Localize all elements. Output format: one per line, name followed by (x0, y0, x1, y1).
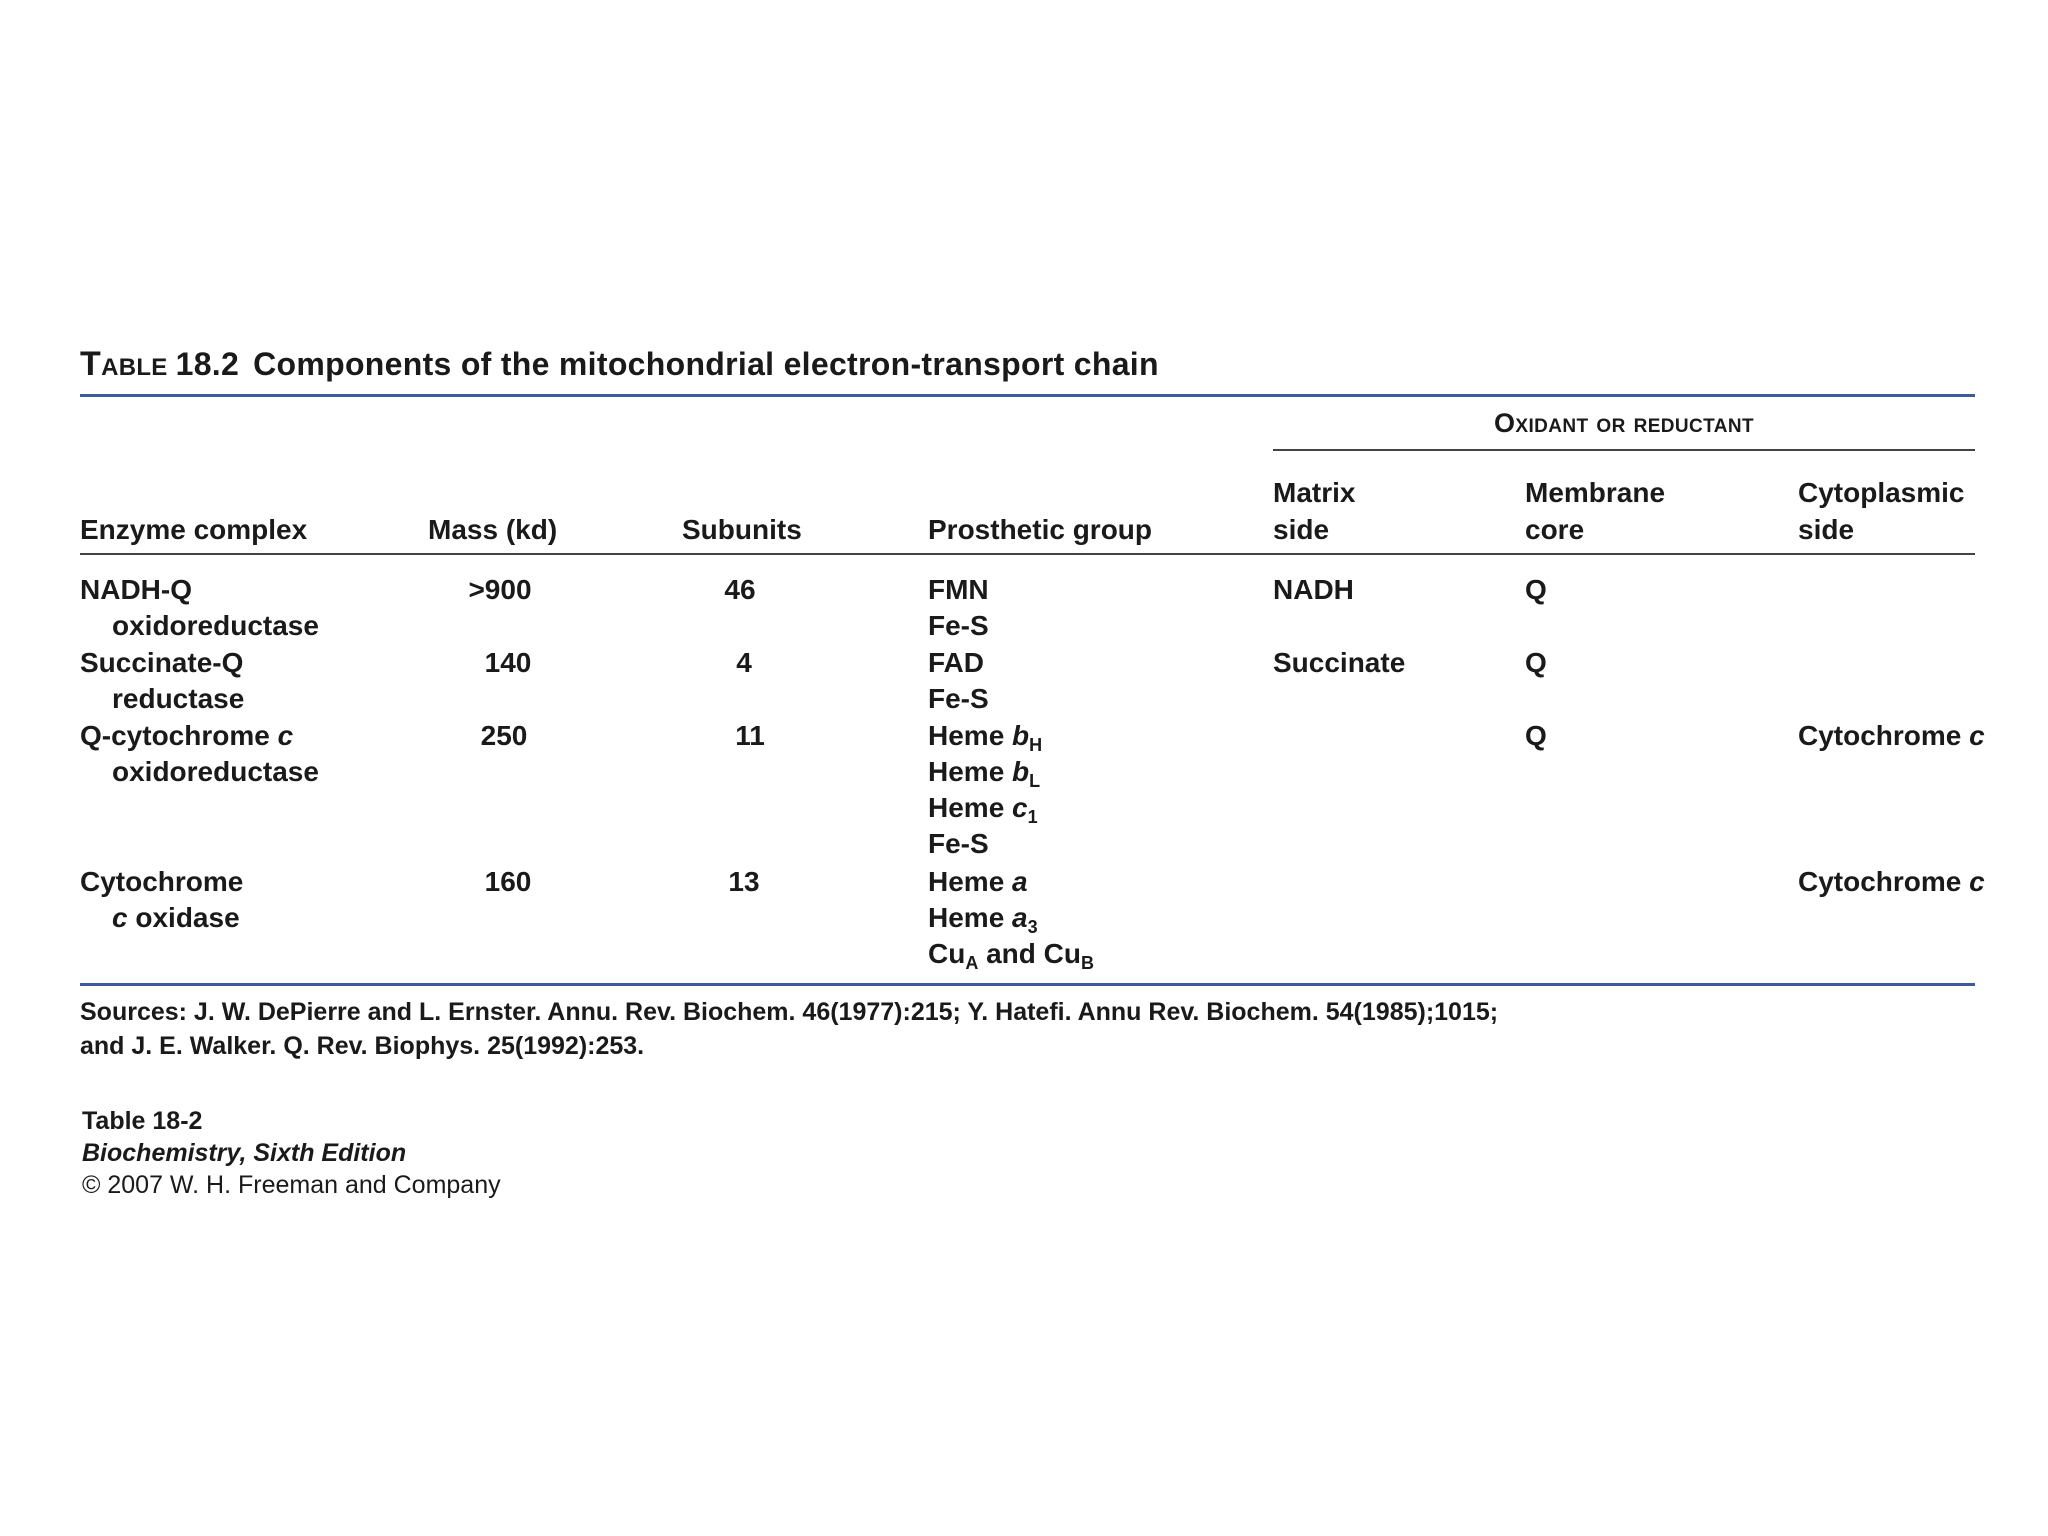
group-header-rule (1273, 449, 1975, 451)
row-4-prosthetic-heme-a3: Heme $a_3$ (928, 902, 1038, 937)
row-3-prosthetic-fes: Fe-S (928, 828, 989, 859)
header-bottom-rule (80, 553, 1975, 555)
row-4-prosthetic (928, 864, 1094, 972)
table-sources (80, 995, 1498, 1063)
row-1-enzyme-line1: NADH-Q (80, 574, 192, 605)
table-bottom-rule (80, 983, 1975, 986)
row-1-mass: >900 (468, 574, 532, 605)
row-3-mass: 250 (480, 720, 528, 751)
row-4-subunits: 13 (728, 866, 760, 897)
row-3-enzyme-letter: c (277, 720, 294, 751)
row-1-prosthetic-fes: Fe-S (928, 610, 989, 641)
row-3-membrane: Q (1525, 720, 1547, 751)
row-4-enzyme (80, 864, 243, 936)
header-mass: Mass (kd) (428, 514, 558, 545)
row-1-prosthetic-fmn: FMN (928, 574, 989, 605)
row-3-prosthetic-heme-bl: Heme $b_L$ (928, 756, 1041, 791)
table-title-text: Components of the mitochondrial electron-transport chain (253, 346, 1159, 382)
header-membrane-line2: core (1525, 514, 1585, 545)
figure-credits (82, 1105, 501, 1201)
row-2-enzyme (80, 645, 244, 717)
row-1-subunits: 46 (724, 574, 756, 605)
row-2-matrix: Succinate (1273, 647, 1406, 678)
oxidant-reductant-group-header: Oxidant or reductant (1493, 408, 1755, 438)
header-matrix-line1: Matrix (1273, 477, 1356, 508)
row-3-subunits: 11 (735, 720, 765, 751)
sources-line1: Sources: J. W. DePierre and L. Ernster. Annu. Rev. Biochem. 46(1977):215; Y. Hatefi. Annu Rev. Biochem. 54(1985);1015; (80, 998, 1499, 1026)
row-3-enzyme-name: Q-cytochrome (80, 720, 270, 751)
row-4-mass: 160 (484, 866, 532, 897)
row-1-enzyme-line2: oxidoreductase (112, 610, 319, 641)
row-3-enzyme (80, 718, 319, 790)
table-top-rule (80, 394, 1975, 397)
table-title (80, 345, 1159, 384)
row-2-prosthetic (928, 645, 989, 717)
row-4-prosthetic-heme-a: Heme a (928, 866, 1028, 897)
header-membrane-core (1525, 474, 1665, 548)
row-2-mass: 140 (484, 647, 532, 678)
row-4-cytoplasmic: Cytochrome c (1798, 866, 1985, 897)
row-2-enzyme-line1: Succinate-Q (80, 647, 244, 678)
row-1-prosthetic (928, 572, 989, 644)
row-1-matrix: NADH (1273, 574, 1354, 605)
credits-copyright: © 2007 W. H. Freeman and Company (82, 1171, 501, 1199)
row-2-prosthetic-fad: FAD (928, 647, 984, 678)
header-cytoplasmic-side (1798, 474, 1965, 548)
row-3-prosthetic-heme-bh: Heme $b_H$ (928, 720, 1043, 755)
row-3-prosthetic (928, 718, 1042, 862)
header-membrane-line1: Membrane (1525, 477, 1666, 508)
header-cyto-line2: side (1798, 514, 1855, 545)
row-3-enzyme-line1 (80, 718, 319, 754)
row-3-cytoplasmic: Cytochrome c (1798, 720, 1985, 751)
credits-table-label: Table 18-2 (82, 1107, 203, 1135)
credits-book-title: Biochemistry, Sixth Edition (82, 1139, 407, 1167)
row-4-enzyme-line2: c oxidase (112, 902, 240, 933)
row-2-prosthetic-fes: Fe-S (928, 683, 989, 714)
row-3-prosthetic-heme-c1: Heme $c_1$ (928, 792, 1038, 827)
header-matrix-side (1273, 474, 1355, 548)
table-title-prefix: Table (80, 345, 168, 383)
row-2-enzyme-line2: reductase (112, 683, 245, 714)
header-cyto-line1: Cytoplasmic (1798, 477, 1965, 508)
header-matrix-line2: side (1273, 514, 1330, 545)
row-1-membrane: Q (1525, 574, 1547, 605)
row-4-enzyme-line1: Cytochrome (80, 866, 244, 897)
header-subunits: Subunits (682, 514, 802, 545)
table-title-number: 18.2 (175, 346, 240, 382)
header-enzyme-complex: Enzyme complex (80, 514, 308, 545)
row-2-membrane: Q (1525, 647, 1547, 678)
header-prosthetic-group: Prosthetic group (928, 514, 1153, 545)
row-3-enzyme-line2: oxidoreductase (112, 756, 319, 787)
row-2-subunits: 4 (736, 647, 752, 678)
sources-line2: and J. E. Walker. Q. Rev. Biophys. 25(1992):253. (80, 1032, 645, 1060)
row-4-prosthetic-copper: $Cu_A$ and $Cu_B$ (928, 938, 1094, 973)
row-1-enzyme (80, 572, 319, 644)
